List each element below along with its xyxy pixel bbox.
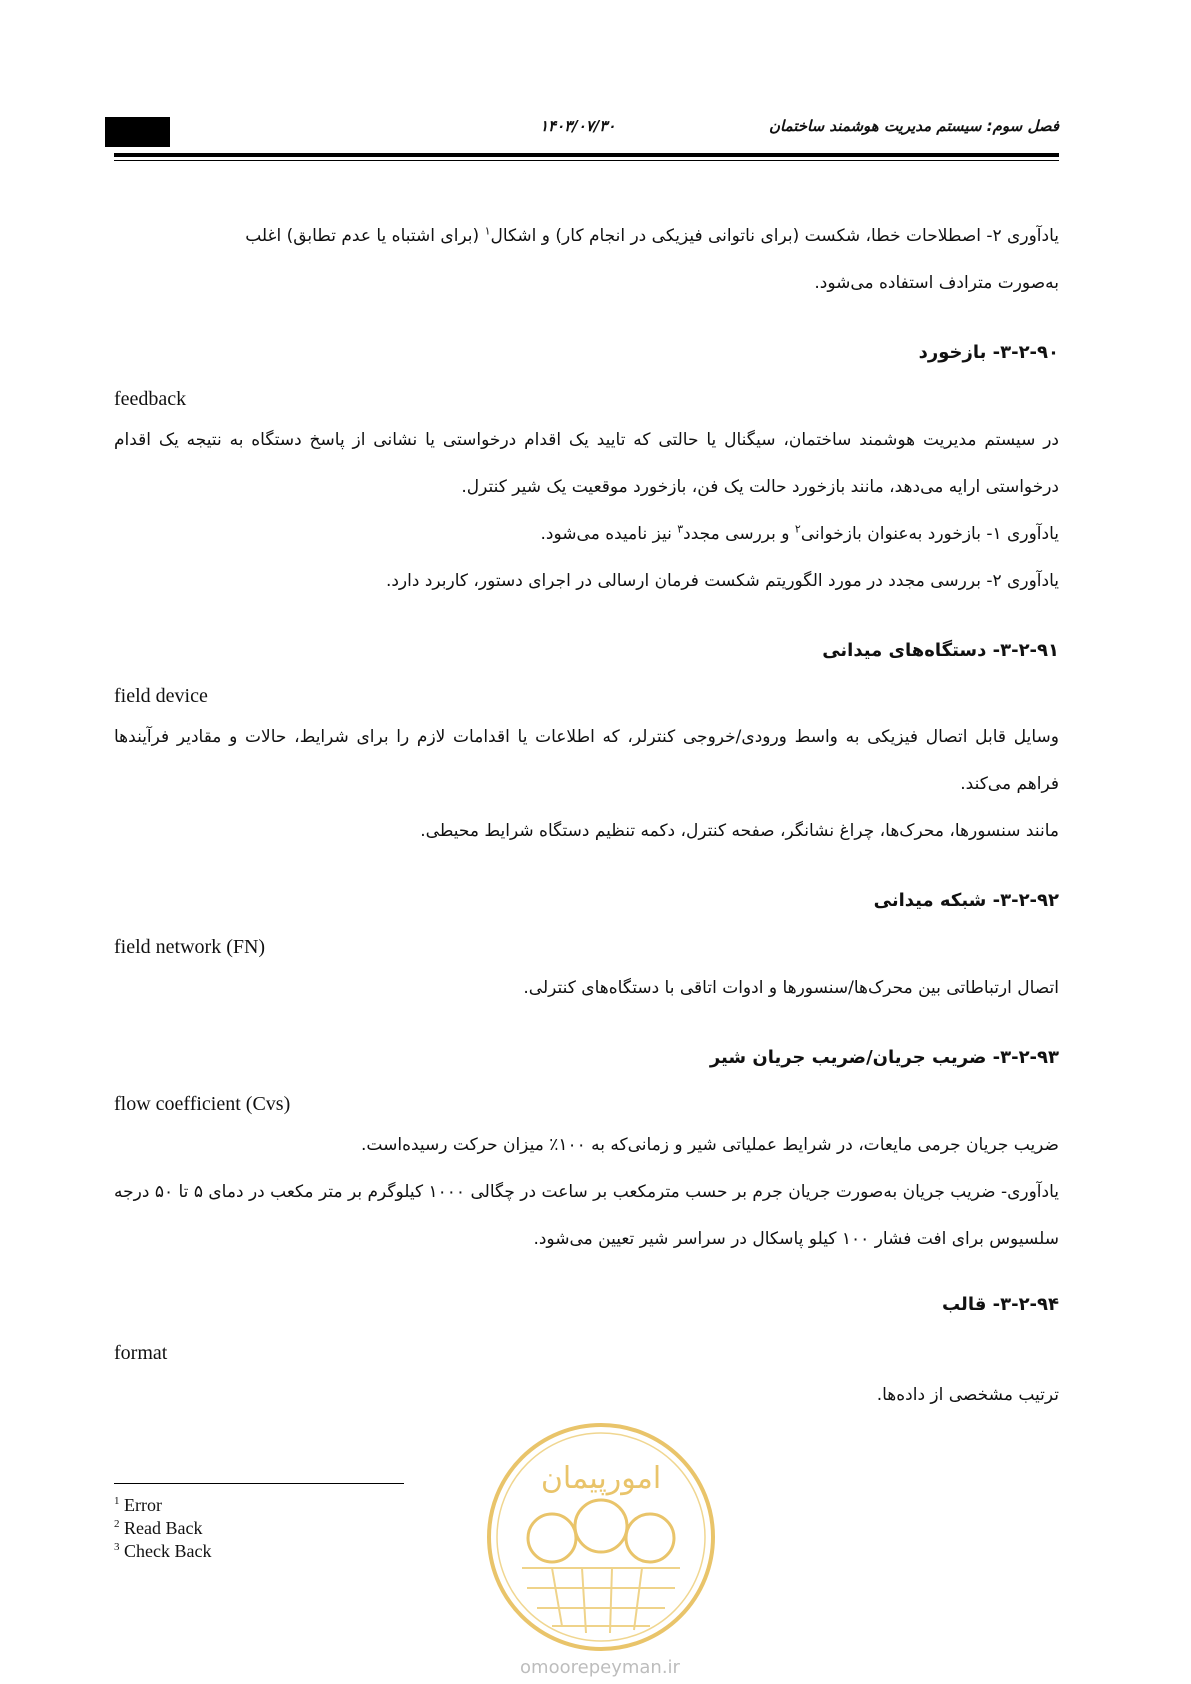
header-rule-thin (114, 160, 1059, 161)
footnote-ref: ۳ (677, 522, 684, 536)
note-paragraph: یادآوری ۲- بررسی مجدد در مورد الگوریتم شکست فرمان ارسالی در اجرای دستور، کاربرد دارد. (385, 571, 1059, 591)
watermark-logo-text: امورپیمان (540, 1461, 662, 1496)
footnote-ref: ۱ (484, 224, 491, 238)
definition-paragraph: در سیستم مدیریت هوشمند ساختمان، سیگنال یا حالتی که تایید یک اقدام درخواستی یا نشانی از پاسخ دستگاه به نتیجه یک اقدام درخواستی ارایه می‌دهد، مانند بازخورد حالت یک فن، بازخورد موقعیت یک شیر کنترل. (114, 430, 1059, 497)
section-heading: ۳-۲-۹۰- بازخورد (918, 342, 1059, 363)
english-term: field network (FN) (114, 936, 266, 958)
page-number-box (105, 117, 170, 147)
english-term: format (114, 1342, 168, 1364)
watermark-site: omoorepeyman.ir (520, 1657, 680, 1678)
section-heading: ۳-۲-۹۲- شبکه میدانی (873, 890, 1059, 911)
section-heading: ۳-۲-۹۴- قالب (942, 1294, 1059, 1315)
header-rule-thick (114, 153, 1059, 157)
footnote-separator (114, 1483, 404, 1484)
intro-note-line: یادآوری ۲- اصطلاحات خطا، شکست (برای ناتوانی فیزیکی در انجام کار) و اشکال$^۱$ (برای اشتباه یا عدم تطابق) اغلب (245, 224, 1059, 246)
footnote-item: $^2$ Read Back (114, 1518, 203, 1538)
intro-note-line-2: به‌صورت مترادف استفاده می‌شود. (814, 273, 1059, 293)
definition-paragraph: ترتیب مشخصی از داده‌ها. (876, 1385, 1059, 1405)
definition-paragraph: ضریب جریان جرمی مایعات، در شرایط عملیاتی شیر و زمانی‌که به ۱۰۰٪ میزان حرکت رسیده‌است. (361, 1135, 1059, 1155)
header-date: ۱۴۰۳/۰۷/۳۰ (540, 117, 616, 135)
english-term: feedback (114, 388, 187, 410)
english-term: field device (114, 685, 208, 707)
example-paragraph: مانند سنسورها، محرک‌ها، چراغ نشانگر، صفحه کنترل، دکمه تنظیم دستگاه شرایط محیطی. (420, 821, 1059, 841)
note-paragraph: یادآوری- ضریب جریان به‌صورت جریان جرم بر حسب مترمکعب بر ساعت در چگالی ۱۰۰۰ کیلوگرم بر متر مکعب در دمای ۵ تا ۵۰ درجه سلسیوس برای افت فشار ۱۰۰ کیلو پاسکال در سراسر شیر تعیین می‌شود. (114, 1182, 1060, 1249)
footnote-item: $^1$ Error (114, 1495, 162, 1515)
footnote-ref: ۲ (794, 522, 801, 536)
header-title: فصل سوم: سیستم مدیریت هوشمند ساختمان (769, 117, 1059, 135)
section-heading: ۳-۲-۹۳- ضریب جریان/ضریب جریان شیر (709, 1047, 1059, 1068)
definition-paragraph: وسایل قابل اتصال فیزیکی به واسط ورودی/خروجی کنترلر، که اطلاعات یا اقدامات لازم را برای شرایط، حالات و مقادیر فرآیندها فراهم می‌کند. (114, 727, 1059, 794)
english-term: flow coefficient (Cvs) (114, 1093, 291, 1115)
footnote-item: $^3$ Check Back (114, 1541, 212, 1561)
note-paragraph: یادآوری ۱- بازخورد به‌عنوان بازخوانی$^۲$ و بررسی مجدد$^۳$ نیز نامیده می‌شود. (540, 522, 1059, 544)
watermark-logo (482, 1418, 720, 1656)
definition-paragraph: اتصال ارتباطاتی بین محرک‌ها/سنسورها و ادوات اتاقی با دستگاه‌های کنترلی. (523, 978, 1059, 998)
section-heading: ۳-۲-۹۱- دستگاه‌های میدانی (822, 640, 1059, 661)
